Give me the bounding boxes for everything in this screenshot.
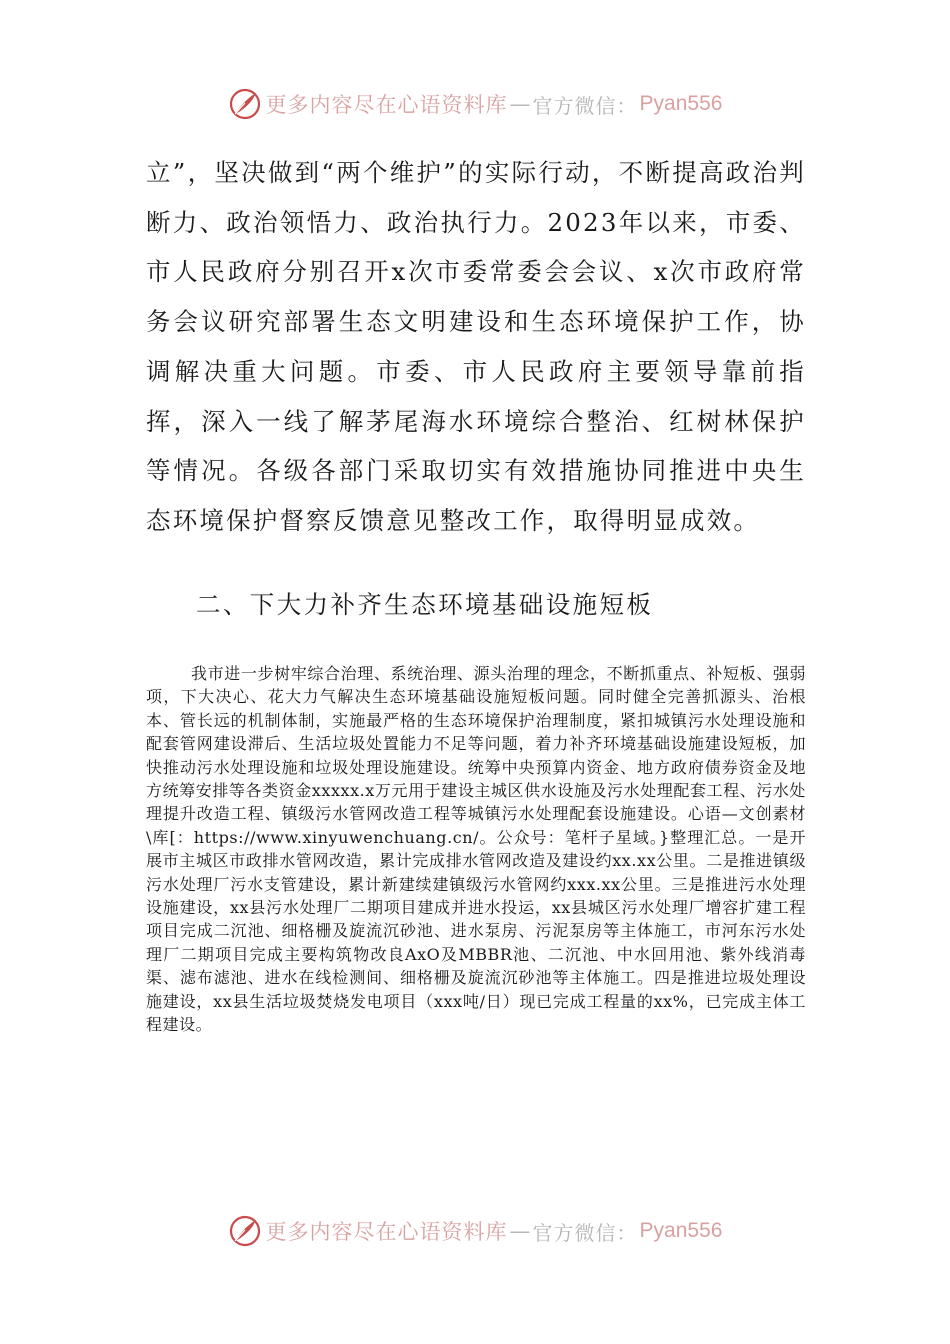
body-paragraph-1: 立”，坚决做到“两个维护”的实际行动，不断提高政治判断力、政治领悟力、政治执行力。2023年以来，市委、市人民政府分别召开x次市委常委会会议、x次市政府常务会议研究部署生态文明建设和生态环境保护工作，协调解决重大问题。市委、市人民政府主要领导靠前指挥，深入一线了解茅尾海水环境综合整治、红树林保护等情况。各级各部门采取切实有效措施协同推进中央生态环境保护督察反馈意见整改工作，取得明显成效。 [146,158,806,535]
section-heading-2: 二、下大力补齐生态环境基础设施短板 [196,590,654,619]
banner-wechat-id: Pyan556 [639,1219,723,1242]
header-watermark-banner [0,84,950,124]
banner-wechat-label: 官方微信： [532,1220,638,1245]
banner-dash: — [509,92,531,116]
body-paragraph-2: 我市进一步树牢综合治理、系统治理、源头治理的理念，不断抓重点、补短板、强弱项，下大决心、花大力气解决生态环境基础设施短板问题。同时健全完善抓源头、治根本、管长远的机制体制，实施最严格的生态环境保护治理制度，紧扣城镇污水处理设施和配套管网建设滞后、生活垃圾处置能力不足等问题，着力补齐环境基础设施建设短板，加快推动污水处理设施和垃圾处理设施建设。统筹中央预算内资金、地方政府债券资金及地方统筹安排等各类资金xxxxx.x万元用于建设主城区供水设施及污水处理配套工程、污水处理提升改造工程、镇级污水管网改造工程等城镇污水处理配套设施建设。心语—文创素材\库[：https://www.xinyuwenchuang.cn/。公众号：笔杆子星域。}整理汇总。一是开展市主城区市政排水管网改造，累计完成排水管网改造及建设约xx.xx公里。二是推进镇级污水处理厂污水支管建设，累计新建续建镇级污水管网约xxx.xx公里。三是推进污水处理设施建设，xx县污水处理厂二期项目建成并进水投运，xx县城区污水处理厂增容扩建工程项目完成二沉池、细格栅及旋流沉砂池、进水泵房、污泥泵房等主体施工，市河东污水处理厂二期项目完成主要构筑物改良AxO及MBBR池、二沉池、中水回用池、紫外线消毒渠、滤布滤池、进水在线检测间、细格栅及旋流沉砂池等主体施工。四是推进垃圾处理设施建设，xx县生活垃圾焚烧发电项目（xxx吨/日）现已完成工程量的xx%，已完成主体工程建设。 [146,664,806,1035]
banner-slogan: 更多内容尽在心语资料库 [265,1220,508,1244]
banner-wechat-label: 官方微信： [532,93,638,118]
footer-watermark-banner [0,1211,950,1251]
feather-pen-logo-icon [228,87,262,121]
banner-dash: — [509,1219,531,1243]
banner-slogan: 更多内容尽在心语资料库 [265,93,508,117]
banner-wechat-id: Pyan556 [639,92,723,115]
feather-pen-logo-icon [228,1214,262,1248]
